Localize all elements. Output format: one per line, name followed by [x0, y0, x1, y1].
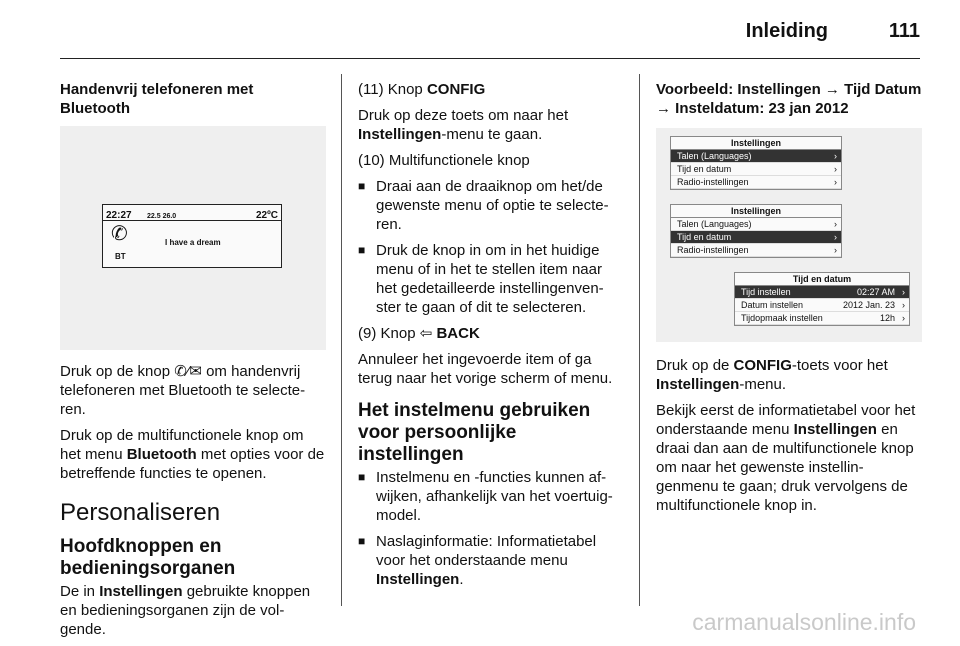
chevron-right-icon: ›	[902, 287, 905, 297]
paragraph: Druk op de multifunctionele knop om het menu Bluetooth met opties voor de betreffende functies te openen.	[60, 427, 325, 482]
chevron-right-icon: ›	[834, 232, 837, 242]
paragraph: Druk op deze toets om naar het Instellingen-menu te gaan.	[358, 107, 569, 143]
section-subtitle: Handenvrij telefoneren met Bluetooth	[60, 81, 254, 117]
lcd-indicators: 22.5 26.0	[147, 213, 177, 220]
lcd-temperature: 22ºC	[256, 210, 278, 221]
menu-row: Tijd en datum ›	[671, 163, 841, 176]
example-subtitle: Voorbeeld: Instellingen → Tijd Datum → Insteldatum: 23 jan 2012	[656, 81, 922, 117]
list-item: ■ Draai aan de draaiknop om het/de gewenste menu of optie te selecte-ren.	[358, 177, 624, 234]
paragraph: (9) Knop ⇦ BACK	[358, 325, 480, 342]
paragraph: Bekijk eerst de informatietabel voor het onderstaande menu Instellingen en draai dan aan de multifunctionele knop om naar het gewenste instellin-genmenu te gaan; druk vervolgens de multifunctionele knop in.	[656, 402, 916, 514]
paragraph: (10) Multifunctionele knop	[358, 152, 530, 169]
list-item: ■ Druk de knop in om in het huidige menu of in het te stellen item naar het gedetailleerde instellingenven-ster te gaan of dit te selecteren.	[358, 241, 624, 317]
subsection-heading: Het instelmenu gebruiken voor persoonlijke instellingen	[358, 400, 591, 465]
phone-icon: ✆	[111, 223, 128, 245]
time-date-screen	[734, 272, 910, 326]
column-middle	[358, 80, 624, 596]
menu-row: Radio-instellingen ›	[671, 244, 841, 257]
chevron-right-icon: ›	[834, 164, 837, 174]
menu-screens-figure	[656, 128, 922, 342]
subsection-heading: Hoofdknoppen en bedieningsorganen	[60, 536, 236, 579]
lcd-time: 22:27	[106, 210, 132, 221]
paragraph: De in Instellingen gebruikte knoppen en bedieningsorganen zijn de vol-gende.	[60, 583, 311, 638]
paragraph: Druk op de CONFIG-toets voor het Instellingen-menu.	[656, 357, 888, 393]
screen-title: Instellingen	[671, 205, 841, 218]
menu-row: Tijdopmaak instellen 12h ›	[735, 312, 909, 325]
column-divider	[341, 74, 342, 606]
paragraph: (11) Knop CONFIG	[358, 81, 486, 98]
menu-row: Talen (Languages) ›	[671, 218, 841, 231]
watermark: carmanualsonline.info	[692, 609, 916, 635]
settings-screen	[670, 136, 842, 190]
page-number: 111	[888, 20, 920, 42]
column-divider	[639, 74, 640, 606]
screen-title: Tijd en datum	[735, 273, 909, 286]
lcd-display	[102, 204, 282, 268]
menu-row: Radio-instellingen ›	[671, 176, 841, 189]
chevron-right-icon: ›	[834, 219, 837, 229]
chevron-right-icon: ›	[834, 177, 837, 187]
display-figure	[60, 126, 326, 350]
menu-row: Tijd instellen 02:27 AM ›	[735, 286, 909, 299]
chevron-right-icon: ›	[834, 245, 837, 255]
list-item: ■ Naslaginformatie: Informatietabel voor het onderstaande menu Instellingen.	[358, 532, 624, 589]
chevron-right-icon: ›	[902, 313, 905, 323]
lcd-message: I have a dream	[165, 238, 221, 247]
phone-mail-icon: ✆⁄✉	[174, 363, 202, 380]
section-heading: Personaliseren	[60, 499, 221, 526]
lcd-status-bar	[103, 205, 281, 221]
chevron-right-icon: ›	[902, 300, 905, 310]
lcd-bt-label: BT	[115, 252, 126, 261]
menu-row: Tijd en datum ›	[671, 231, 841, 244]
menu-row: Talen (Languages) ›	[671, 150, 841, 163]
header-rule	[60, 58, 920, 59]
list-item: ■ Instelmenu en -functies kunnen af-wijken, afhankelijk van het voertuig-model.	[358, 468, 624, 525]
screen-title: Instellingen	[671, 137, 841, 150]
column-right	[656, 80, 922, 522]
header-title: Inleiding	[745, 20, 828, 42]
page-header	[0, 0, 960, 60]
paragraph: Druk op de knop ✆⁄✉ om handenvrij telefoneren met Bluetooth te selecte-ren.	[60, 363, 306, 418]
chevron-right-icon: ›	[834, 151, 837, 161]
column-left	[60, 80, 326, 646]
settings-screen	[670, 204, 842, 258]
menu-row: Datum instellen 2012 Jan. 23 ›	[735, 299, 909, 312]
back-arrow-icon: ⇦	[419, 325, 433, 342]
paragraph: Annuleer het ingevoerde item of ga terug naar het vorige scherm of menu.	[358, 351, 613, 387]
